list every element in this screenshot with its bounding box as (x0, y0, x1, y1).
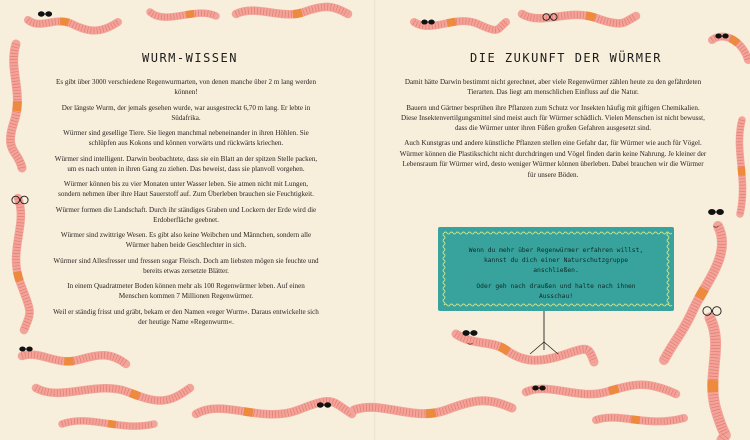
left-page-text (52, 77, 320, 332)
paragraph: Bauern und Gärtner besprühen ihre Pflanzen zum Schutz vor Insekten häufig mit giftigen Chemikalien. Diese Insektenvertilgungsmittel sind meist auch für Würmer schädlich. Vielen Menschen ist nicht bewusst, dass die Würmer unter ihren Füßen großen Gefahren ausgesetzt sind. (401, 103, 705, 133)
paragraph: Würmer formen die Landschaft. Durch ihr ständiges Graben und Lockern der Erde wird die Erdoberfläche geebnet. (55, 205, 317, 224)
paragraph: Würmer sind gesellige Tiere. Sie liegen manchmal nebeneinander in ihren Höhlen. Sie schlüpfen aus Kokons und können vorwärts und rückwärts kriechen. (63, 129, 309, 148)
paragraph: Würmer können bis zu vier Monaten unter Wasser leben. Sie atmen nicht mit Lungen, sondern nehmen über ihre Haut Sauerstoff auf. Zum Überleben brauchen sie Feuchtigkeit. (58, 180, 314, 199)
paragraph: Es gibt über 3000 verschiedene Regenwurmarten, von denen manche über 2 m lang werden können! (55, 78, 317, 97)
paragraph: In einem Quadratmeter Boden können mehr als 100 Regenwürmer leben. Auf einen Menschen kommen 7 Millionen Regenwürmer. (67, 282, 305, 301)
paragraph: Würmer sind zwittrige Wesen. Es gibt also keine Weibchen und Männchen, sondern alle Würmer haben beide Geschlechter in sich. (60, 231, 312, 250)
paragraph: Würmer sind intelligent. Darwin beobachtete, dass sie ein Blatt an der spitzen Stelle packen, um es nach unten in ihren Gang zu ziehen. Das beweist, dass sie planvoll vorgehen. (54, 154, 318, 173)
left-page-title: WURM-WISSEN (142, 51, 238, 65)
right-page-text (398, 77, 708, 185)
right-page-title: DIE ZUKUNFT DER WÜRMER (470, 51, 662, 65)
right-page (376, 0, 750, 440)
paragraph: Würmer sind Allesfresser und fressen sogar Fleisch. Doch am liebsten mögen sie feuchte und bereits etwas zersetzte Blätter. (53, 256, 319, 275)
info-box (438, 227, 674, 311)
paragraph: Auch Kunstgras und andere künstliche Pflanzen stellen eine Gefahr dar, für Würmer wie auch für Vögel. Würmer können die Plastikschicht nicht durchdringen und Vögel finden darin keine Nahrung. Je kleiner der Lebensraum für Würmer wird, desto weniger Würmer können überleben. Dabei brauchen wir die Würmer für unsere Böden. (399, 139, 707, 179)
paragraph: Der längste Wurm, der jemals gesehen wurde, war ausgestreckt 6,70 m lang. Er lebte in Südafrika. (61, 103, 311, 122)
paragraph: Damit hätte Darwin bestimmt nicht gerechnet, aber viele Regenwürmer zählen heute zu den gefährdeten Tierarten. Das liegt am menschlichen Einfluss auf die Natur. (404, 78, 702, 97)
paragraph: Weil er ständig frisst und gräbt, bekam er den Namen »reger Wurm«. Daraus entwickelte sich der heutige Name »Regenwurm«. (53, 307, 319, 326)
info-box-text: Wenn du mehr über Regenwürmer erfahren willst, kannst du dich einer Naturschutzgruppe anschließen. (468, 247, 644, 274)
left-page (0, 0, 374, 440)
info-box-text: Oder geh nach draußen und halte nach ihnen Ausschau! (476, 283, 636, 300)
